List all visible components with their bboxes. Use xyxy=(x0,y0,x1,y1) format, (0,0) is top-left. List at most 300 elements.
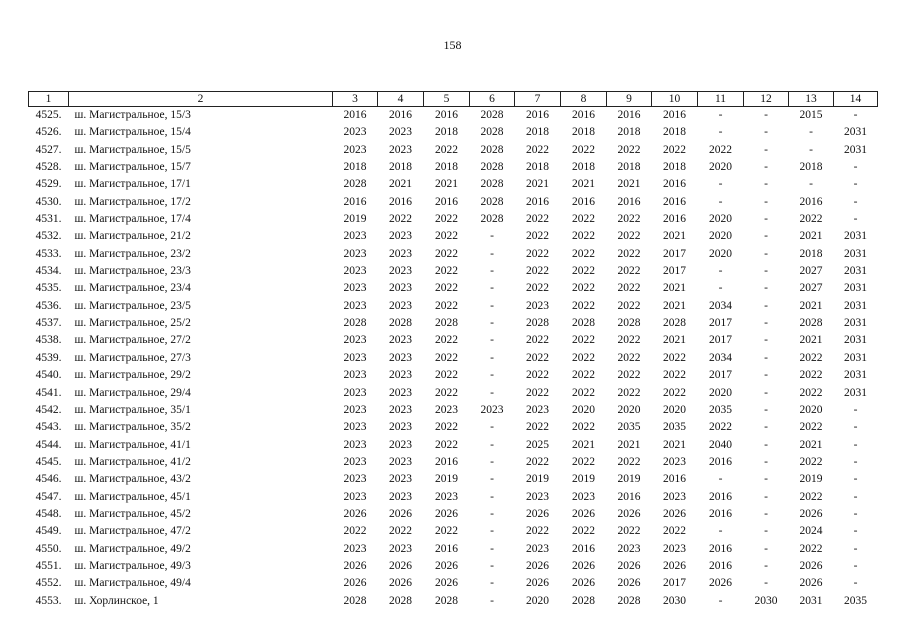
year-cell: 2022 xyxy=(435,213,458,226)
col-header: 11 xyxy=(698,92,744,107)
year-cell: 2026 xyxy=(572,559,595,572)
address-cell: ш. Магистральное, 47/2 xyxy=(74,525,191,538)
year-cell: - xyxy=(718,109,723,121)
year-cell: 2022 xyxy=(435,438,458,451)
year-cell: 2016 xyxy=(435,542,458,555)
year-cell: 2022 xyxy=(617,265,641,278)
year-cell: 2022 xyxy=(617,455,641,468)
row-number-cell: 4542. xyxy=(35,403,62,416)
year-cell: 2030 xyxy=(663,594,686,607)
year-cell: 2026 xyxy=(343,559,367,572)
year-cell: 2023 xyxy=(343,247,367,260)
year-cell: 2031 xyxy=(844,386,867,399)
year-cell: 2018 xyxy=(663,126,686,139)
year-cell: 2022 xyxy=(572,213,595,226)
year-cell: 2022 xyxy=(799,386,823,399)
year-cell: 2022 xyxy=(572,369,595,382)
year-cell: 2018 xyxy=(389,161,412,174)
address-cell: ш. Магистральное, 45/1 xyxy=(74,490,191,503)
year-cell: 2026 xyxy=(617,577,641,590)
year-cell: 2023 xyxy=(389,455,412,468)
address-cell: ш. Магистральное, 45/2 xyxy=(74,507,191,520)
year-cell: 2023 xyxy=(617,542,641,555)
year-cell: - xyxy=(764,542,768,555)
year-cell: 2021 xyxy=(799,230,823,243)
year-cell: - xyxy=(718,178,723,191)
year-cell: 2016 xyxy=(709,455,732,468)
year-cell: 2020 xyxy=(709,247,732,260)
year-cell: 2022 xyxy=(435,299,458,312)
year-cell: 2028 xyxy=(480,213,504,226)
year-cell: 2022 xyxy=(435,230,458,243)
year-cell: 2026 xyxy=(389,559,412,572)
year-cell: 2027 xyxy=(799,282,823,295)
table-row xyxy=(29,107,878,125)
year-cell: 2035 xyxy=(663,421,686,434)
table-row xyxy=(29,593,878,610)
year-cell: 2018 xyxy=(572,161,595,174)
year-cell: 2022 xyxy=(617,282,641,295)
year-cell: 2023 xyxy=(389,438,412,451)
address-cell: ш. Магистральное, 49/2 xyxy=(74,542,191,555)
year-cell: 2018 xyxy=(435,126,458,139)
col-header: 3 xyxy=(333,92,378,107)
year-cell: 2022 xyxy=(572,247,595,260)
year-cell: 2022 xyxy=(435,282,458,295)
year-cell: 2035 xyxy=(709,403,732,416)
header-row xyxy=(29,92,878,107)
year-cell: 2022 xyxy=(435,525,458,538)
year-cell: 2016 xyxy=(709,507,732,520)
year-cell: 2022 xyxy=(526,247,549,260)
year-cell: 2022 xyxy=(799,542,823,555)
year-cell: 2019 xyxy=(572,473,595,486)
year-cell: 2026 xyxy=(663,507,686,520)
table-row xyxy=(29,124,878,141)
year-cell: 2017 xyxy=(709,317,732,330)
year-cell: 2016 xyxy=(435,195,458,208)
year-cell: 2031 xyxy=(844,247,867,260)
data-table xyxy=(28,91,878,610)
table-row xyxy=(29,350,878,367)
table-row xyxy=(29,315,878,332)
year-cell: 2026 xyxy=(389,507,412,520)
table-row xyxy=(29,506,878,523)
row-number-cell: 4533. xyxy=(35,247,62,260)
year-cell: 2028 xyxy=(663,317,686,330)
year-cell: 2020 xyxy=(572,403,595,416)
year-cell: - xyxy=(764,195,768,208)
year-cell: 2040 xyxy=(709,438,732,451)
year-cell: 2022 xyxy=(617,230,641,243)
table-row xyxy=(29,194,878,211)
year-cell: 2022 xyxy=(572,334,595,347)
col-header: 14 xyxy=(834,92,878,107)
year-cell: 2016 xyxy=(389,109,412,121)
year-cell: 2016 xyxy=(526,109,549,121)
year-cell: 2028 xyxy=(480,178,504,191)
year-cell: 2023 xyxy=(526,403,549,416)
year-cell: 2031 xyxy=(799,594,823,607)
table-row xyxy=(29,211,878,228)
year-cell: 2016 xyxy=(617,490,641,503)
table-row xyxy=(29,454,878,471)
year-cell: 2016 xyxy=(663,178,686,191)
year-cell: 2026 xyxy=(663,559,686,572)
year-cell: 2025 xyxy=(526,438,549,451)
year-cell: 2023 xyxy=(389,230,412,243)
year-cell: 2022 xyxy=(799,455,823,468)
row-number-cell: 4550. xyxy=(35,542,62,555)
year-cell: 2018 xyxy=(617,126,641,139)
address-cell: ш. Магистральное, 15/5 xyxy=(74,143,191,156)
year-cell: 2028 xyxy=(480,143,504,156)
table-row xyxy=(29,575,878,592)
year-cell: 2016 xyxy=(572,109,595,121)
year-cell: 2020 xyxy=(799,403,823,416)
year-cell: 2022 xyxy=(526,334,549,347)
address-cell: ш. Магистральное, 15/3 xyxy=(74,109,191,121)
row-number-cell: 4538. xyxy=(35,334,62,347)
year-cell: 2031 xyxy=(844,230,867,243)
year-cell: 2023 xyxy=(343,542,367,555)
year-cell: - xyxy=(490,490,494,503)
address-cell: ш. Магистральное, 41/2 xyxy=(74,455,191,468)
year-cell: 2016 xyxy=(617,195,641,208)
address-cell: ш. Магистральное, 23/4 xyxy=(74,282,191,295)
year-cell: 2021 xyxy=(663,334,686,347)
year-cell: 2023 xyxy=(343,230,367,243)
year-cell: - xyxy=(764,473,768,486)
year-cell: 2022 xyxy=(617,525,641,538)
year-cell: - xyxy=(853,403,858,416)
year-cell: 2016 xyxy=(709,542,732,555)
year-cell: 2016 xyxy=(799,195,823,208)
year-cell: 2016 xyxy=(663,473,686,486)
year-cell: 2026 xyxy=(799,559,823,572)
table-row xyxy=(29,402,878,419)
year-cell: 2019 xyxy=(526,473,549,486)
year-cell: 2028 xyxy=(617,317,641,330)
row-number-cell: 4540. xyxy=(35,369,62,382)
table-row xyxy=(29,558,878,575)
year-cell: 2028 xyxy=(389,317,412,330)
year-cell: 2023 xyxy=(343,265,367,278)
year-cell: 2016 xyxy=(709,559,732,572)
year-cell: - xyxy=(718,195,723,208)
table-body xyxy=(29,107,878,610)
year-cell: 2021 xyxy=(526,178,549,191)
year-cell: 2022 xyxy=(435,351,458,364)
year-cell: 2018 xyxy=(663,161,686,174)
year-cell: - xyxy=(853,473,858,486)
year-cell: 2022 xyxy=(526,386,549,399)
year-cell: 2023 xyxy=(389,126,412,139)
year-cell: - xyxy=(490,525,494,538)
year-cell: 2024 xyxy=(799,525,823,538)
row-number-cell: 4525. xyxy=(35,109,62,121)
year-cell: 2023 xyxy=(389,351,412,364)
year-cell: 2023 xyxy=(389,265,412,278)
year-cell: - xyxy=(764,351,768,364)
year-cell: 2022 xyxy=(572,386,595,399)
col-header: 10 xyxy=(652,92,698,107)
row-number-cell: 4531. xyxy=(35,213,62,226)
table-row xyxy=(29,489,878,506)
row-number-cell: 4535. xyxy=(35,282,62,295)
year-cell: 2021 xyxy=(389,178,412,191)
year-cell: 2022 xyxy=(526,351,549,364)
year-cell: 2022 xyxy=(572,421,595,434)
year-cell: - xyxy=(490,317,494,330)
year-cell: - xyxy=(490,473,494,486)
year-cell: 2020 xyxy=(526,594,549,607)
year-cell: 2028 xyxy=(343,317,367,330)
year-cell: 2026 xyxy=(617,507,641,520)
year-cell: 2021 xyxy=(435,178,458,191)
year-cell: 2035 xyxy=(617,421,641,434)
address-cell: ш. Магистральное, 35/1 xyxy=(74,403,191,416)
year-cell: 2022 xyxy=(526,369,549,382)
year-cell: 2022 xyxy=(526,282,549,295)
year-cell: - xyxy=(764,421,768,434)
table-row xyxy=(29,541,878,558)
year-cell: 2017 xyxy=(663,577,686,590)
year-cell: 2028 xyxy=(343,594,367,607)
year-cell: 2023 xyxy=(343,386,367,399)
address-cell: ш. Магистральное, 49/3 xyxy=(74,559,191,572)
year-cell: - xyxy=(490,507,494,520)
row-number-cell: 4537. xyxy=(35,317,62,330)
table-row xyxy=(29,246,878,263)
col-header: 4 xyxy=(378,92,424,107)
address-cell: ш. Хорлинское, 1 xyxy=(74,594,159,607)
year-cell: 2018 xyxy=(799,161,823,174)
year-cell: - xyxy=(853,213,858,226)
address-cell: ш. Магистральное, 29/4 xyxy=(74,386,191,399)
year-cell: 2028 xyxy=(480,109,504,121)
year-cell: 2022 xyxy=(526,421,549,434)
year-cell: 2022 xyxy=(343,525,367,538)
year-cell: 2022 xyxy=(617,299,641,312)
year-cell: 2031 xyxy=(844,282,867,295)
year-cell: 2026 xyxy=(435,559,458,572)
year-cell: 2021 xyxy=(799,438,823,451)
year-cell: 2022 xyxy=(435,369,458,382)
table-row xyxy=(29,332,878,349)
year-cell: 2022 xyxy=(435,143,458,156)
row-number-cell: 4532. xyxy=(35,230,62,243)
year-cell: 2028 xyxy=(435,594,458,607)
year-cell: 2021 xyxy=(572,438,595,451)
year-cell: 2022 xyxy=(617,213,641,226)
year-cell: 2023 xyxy=(663,490,686,503)
year-cell: 2022 xyxy=(435,247,458,260)
year-cell: 2023 xyxy=(663,542,686,555)
year-cell: - xyxy=(490,351,494,364)
year-cell: - xyxy=(764,143,768,156)
row-number-cell: 4546. xyxy=(35,473,62,486)
year-cell: 2035 xyxy=(844,594,867,607)
year-cell: 2026 xyxy=(617,559,641,572)
year-cell: 2026 xyxy=(799,507,823,520)
address-cell: ш. Магистральное, 49/4 xyxy=(74,577,191,590)
year-cell: 2022 xyxy=(389,525,412,538)
year-cell: 2016 xyxy=(617,109,641,121)
year-cell: 2026 xyxy=(343,577,367,590)
address-cell: ш. Магистральное, 29/2 xyxy=(74,369,191,382)
table-row xyxy=(29,159,878,176)
page-number: 158 xyxy=(443,38,462,52)
year-cell: 2022 xyxy=(617,334,641,347)
year-cell: 2020 xyxy=(709,161,732,174)
year-cell: - xyxy=(764,178,768,191)
year-cell: 2016 xyxy=(663,109,686,121)
year-cell: 2023 xyxy=(343,369,367,382)
year-cell: 2023 xyxy=(343,143,367,156)
year-cell: 2034 xyxy=(709,351,732,364)
year-cell: - xyxy=(853,525,858,538)
address-cell: ш. Магистральное, 15/4 xyxy=(74,126,191,139)
year-cell: 2021 xyxy=(617,438,641,451)
year-cell: - xyxy=(764,490,768,503)
year-cell: 2023 xyxy=(435,490,458,503)
row-number-cell: 4549. xyxy=(35,525,62,538)
year-cell: 2021 xyxy=(799,299,823,312)
year-cell: 2023 xyxy=(389,403,412,416)
row-number-cell: 4534. xyxy=(35,265,62,278)
year-cell: 2028 xyxy=(435,317,458,330)
address-cell: ш. Магистральное, 35/2 xyxy=(74,421,191,434)
year-cell: - xyxy=(764,230,768,243)
year-cell: 2019 xyxy=(343,213,367,226)
year-cell: - xyxy=(490,542,494,555)
year-cell: 2022 xyxy=(799,421,823,434)
year-cell: - xyxy=(853,421,858,434)
year-cell: 2023 xyxy=(343,334,367,347)
year-cell: - xyxy=(764,403,768,416)
year-cell: 2023 xyxy=(343,351,367,364)
year-cell: 2016 xyxy=(709,490,732,503)
row-number-cell: 4530. xyxy=(35,195,62,208)
year-cell: - xyxy=(764,334,768,347)
row-number-cell: 4547. xyxy=(35,490,62,503)
year-cell: - xyxy=(853,109,858,121)
year-cell: 2017 xyxy=(663,247,686,260)
year-cell: 2022 xyxy=(617,143,641,156)
col-header: 8 xyxy=(561,92,607,107)
year-cell: 2022 xyxy=(526,143,549,156)
year-cell: 2016 xyxy=(435,455,458,468)
year-cell: - xyxy=(764,559,768,572)
year-cell: 2023 xyxy=(389,143,412,156)
year-cell: 2021 xyxy=(617,178,641,191)
year-cell: 2022 xyxy=(435,421,458,434)
row-number-cell: 4529. xyxy=(35,178,62,191)
year-cell: 2023 xyxy=(526,299,549,312)
year-cell: - xyxy=(718,282,723,295)
table-row xyxy=(29,298,878,315)
year-cell: - xyxy=(764,213,768,226)
address-cell: ш. Магистральное, 17/1 xyxy=(74,178,191,191)
year-cell: 2022 xyxy=(572,455,595,468)
year-cell: 2031 xyxy=(844,317,867,330)
year-cell: 2022 xyxy=(435,265,458,278)
year-cell: 2016 xyxy=(572,542,595,555)
row-number-cell: 4527. xyxy=(35,143,62,156)
address-cell: ш. Магистральное, 17/2 xyxy=(74,195,191,208)
year-cell: 2026 xyxy=(526,577,549,590)
table-row xyxy=(29,385,878,402)
year-cell: 2022 xyxy=(799,369,823,382)
table-row xyxy=(29,176,878,193)
year-cell: 2022 xyxy=(617,369,641,382)
year-cell: - xyxy=(853,577,858,590)
year-cell: 2023 xyxy=(389,282,412,295)
year-cell: - xyxy=(718,265,723,278)
year-cell: 2031 xyxy=(844,299,867,312)
year-cell: 2016 xyxy=(389,195,412,208)
year-cell: - xyxy=(853,559,858,572)
year-cell: 2023 xyxy=(389,490,412,503)
year-cell: 2028 xyxy=(389,594,412,607)
year-cell: 2028 xyxy=(526,317,549,330)
year-cell: 2022 xyxy=(572,265,595,278)
year-cell: - xyxy=(490,334,494,347)
year-cell: 2023 xyxy=(343,403,367,416)
year-cell: 2022 xyxy=(389,213,412,226)
year-cell: - xyxy=(764,317,768,330)
year-cell: 2019 xyxy=(435,473,458,486)
year-cell: 2022 xyxy=(799,351,823,364)
year-cell: 2022 xyxy=(572,230,595,243)
year-cell: - xyxy=(718,126,723,139)
address-cell: ш. Магистральное, 23/5 xyxy=(74,299,191,312)
year-cell: 2023 xyxy=(343,438,367,451)
year-cell: 2018 xyxy=(435,161,458,174)
year-cell: - xyxy=(490,594,494,607)
table-row xyxy=(29,280,878,297)
year-cell: - xyxy=(853,438,858,451)
year-cell: - xyxy=(718,525,723,538)
year-cell: - xyxy=(490,230,494,243)
address-cell: ш. Магистральное, 25/2 xyxy=(74,317,191,330)
table-row xyxy=(29,142,878,159)
year-cell: - xyxy=(809,178,813,191)
year-cell: 2022 xyxy=(663,351,686,364)
year-cell: 2021 xyxy=(663,299,686,312)
row-number-cell: 4545. xyxy=(35,455,62,468)
year-cell: 2028 xyxy=(480,195,504,208)
year-cell: 2023 xyxy=(343,455,367,468)
year-cell: 2022 xyxy=(572,525,595,538)
year-cell: - xyxy=(853,542,858,555)
row-number-cell: 4526. xyxy=(35,126,62,139)
year-cell: 2023 xyxy=(389,386,412,399)
year-cell: - xyxy=(490,421,494,434)
row-number-cell: 4536. xyxy=(35,299,62,312)
year-cell: 2018 xyxy=(526,161,549,174)
year-cell: - xyxy=(853,455,858,468)
year-cell: 2026 xyxy=(389,577,412,590)
year-cell: - xyxy=(490,247,494,260)
year-cell: 2022 xyxy=(617,386,641,399)
address-cell: ш. Магистральное, 27/2 xyxy=(74,334,191,347)
year-cell: 2022 xyxy=(572,282,595,295)
year-cell: - xyxy=(764,126,768,139)
year-cell: 2031 xyxy=(844,334,867,347)
year-cell: 2026 xyxy=(526,507,549,520)
